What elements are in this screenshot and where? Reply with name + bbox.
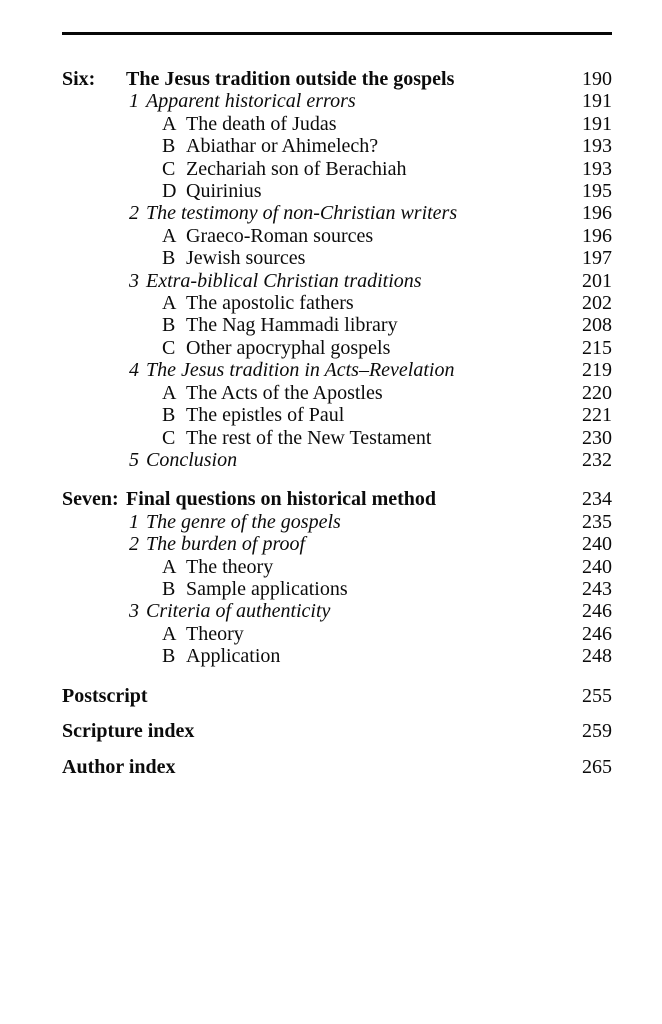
page-number: 219 — [582, 359, 612, 382]
page-number: 193 — [582, 157, 612, 180]
entry-marker: C — [162, 426, 176, 449]
page-number: 220 — [582, 381, 612, 404]
entry-title: Zechariah son of Berachiah — [186, 157, 407, 180]
page-number: 259 — [582, 720, 612, 743]
entry-title: The epistles of Paul — [186, 404, 345, 427]
entry-marker: C — [162, 336, 176, 359]
top-rule — [62, 32, 612, 35]
entry-title: Theory — [186, 622, 244, 645]
toc-entry — [62, 382, 612, 404]
entry-title: The theory — [186, 555, 274, 578]
entry-marker: C — [162, 157, 176, 180]
toc-entry — [62, 600, 612, 622]
backmatter-row-author-index — [62, 756, 612, 778]
entry-marker: 1 — [129, 510, 139, 533]
toc-entry — [62, 578, 612, 600]
toc-entry — [62, 314, 612, 336]
page-number: 235 — [582, 510, 612, 533]
toc-entry — [62, 427, 612, 449]
entry-title: The burden of proof — [146, 533, 306, 556]
entry-title: The apostolic fathers — [186, 292, 354, 315]
toc-entry — [62, 292, 612, 314]
toc-entry — [62, 158, 612, 180]
toc-entry — [62, 225, 612, 247]
toc-entry — [62, 511, 612, 533]
entry-title: The Nag Hammadi library — [186, 314, 398, 337]
page-number: 265 — [582, 756, 612, 779]
backmatter-title: Postscript — [62, 684, 148, 707]
toc-chapter-row — [62, 68, 612, 90]
entry-marker: 4 — [129, 359, 139, 382]
entry-title: Conclusion — [146, 448, 238, 471]
page-number: 240 — [582, 555, 612, 578]
page-number: 246 — [582, 622, 612, 645]
toc-entry — [62, 135, 612, 157]
toc-entry — [62, 113, 612, 135]
toc-section-seven — [62, 488, 612, 667]
toc-entry — [62, 247, 612, 269]
backmatter-row-postscript — [62, 685, 612, 707]
entry-title: The death of Judas — [186, 112, 337, 135]
entry-title: The testimony of non-Christian writers — [146, 202, 458, 225]
chapter-title: Final questions on historical method — [126, 488, 437, 511]
page-number: 243 — [582, 577, 612, 600]
toc-chapter-row — [62, 488, 612, 510]
entry-title: Application — [186, 645, 281, 668]
entry-marker: A — [162, 381, 177, 404]
chapter-title: The Jesus tradition outside the gospels — [126, 68, 455, 90]
toc-entry — [62, 180, 612, 202]
entry-title: The genre of the gospels — [146, 510, 341, 533]
entry-title: The Jesus tradition in Acts–Revelation — [146, 359, 455, 382]
toc-section-six — [62, 68, 612, 471]
entry-title: The rest of the New Testament — [186, 426, 432, 449]
page-number: 232 — [582, 448, 612, 471]
toc-entry — [62, 202, 612, 224]
page-number: 191 — [582, 112, 612, 135]
toc-page — [62, 32, 612, 792]
page-number: 201 — [582, 269, 612, 292]
entry-marker: B — [162, 645, 176, 668]
entry-marker: A — [162, 555, 177, 578]
entry-title: Extra-biblical Christian traditions — [146, 269, 422, 292]
entry-marker: 2 — [129, 202, 139, 225]
page-number: 191 — [582, 90, 612, 113]
page-number: 246 — [582, 600, 612, 623]
entry-marker: 3 — [129, 269, 139, 292]
toc-entry — [62, 270, 612, 292]
entry-marker: B — [162, 247, 176, 270]
backmatter-title: Author index — [62, 756, 176, 779]
page-number: 234 — [582, 488, 612, 511]
toc-entry — [62, 337, 612, 359]
toc-entry — [62, 359, 612, 381]
entry-title: The Acts of the Apostles — [186, 381, 383, 404]
entry-title: Sample applications — [186, 577, 348, 600]
entry-marker: B — [162, 577, 176, 600]
entry-marker: 2 — [129, 533, 139, 556]
entry-marker: B — [162, 404, 176, 427]
toc-entry — [62, 623, 612, 645]
chapter-label: Six: — [62, 68, 96, 90]
page-number: 255 — [582, 684, 612, 707]
entry-title: Abiathar or Ahimelech? — [186, 135, 379, 158]
page-number: 190 — [582, 68, 612, 90]
page-number: 240 — [582, 533, 612, 556]
page-number: 196 — [582, 202, 612, 225]
page-number: 230 — [582, 426, 612, 449]
toc-entry — [62, 449, 612, 471]
toc-entry — [62, 90, 612, 112]
page-number: 208 — [582, 314, 612, 337]
entry-title: Criteria of authenticity — [146, 600, 331, 623]
backmatter-title: Scripture index — [62, 720, 195, 743]
entry-marker: A — [162, 292, 177, 315]
page-number: 196 — [582, 224, 612, 247]
page-number: 193 — [582, 135, 612, 158]
entry-marker: 3 — [129, 600, 139, 623]
entry-marker: 1 — [129, 90, 139, 113]
page-number: 197 — [582, 247, 612, 270]
page-number: 202 — [582, 292, 612, 315]
toc-entry — [62, 404, 612, 426]
entry-title: Quirinius — [186, 180, 262, 203]
toc-entry — [62, 533, 612, 555]
toc — [62, 68, 612, 779]
entry-marker: 5 — [129, 448, 139, 471]
entry-marker: D — [162, 180, 177, 203]
backmatter-row-scripture-index — [62, 720, 612, 742]
toc-entry — [62, 556, 612, 578]
entry-marker: A — [162, 112, 177, 135]
chapter-label: Seven: — [62, 488, 119, 511]
entry-marker: A — [162, 622, 177, 645]
entry-marker: A — [162, 224, 177, 247]
entry-title: Jewish sources — [186, 247, 306, 270]
entry-title: Graeco-Roman sources — [186, 224, 374, 247]
page-number: 195 — [582, 180, 612, 203]
entry-marker: B — [162, 314, 176, 337]
page-number: 248 — [582, 645, 612, 668]
toc-entry — [62, 645, 612, 667]
entry-marker: B — [162, 135, 176, 158]
entry-title: Apparent historical errors — [146, 90, 356, 113]
page-number: 215 — [582, 336, 612, 359]
page-number: 221 — [582, 404, 612, 427]
entry-title: Other apocryphal gospels — [186, 336, 391, 359]
